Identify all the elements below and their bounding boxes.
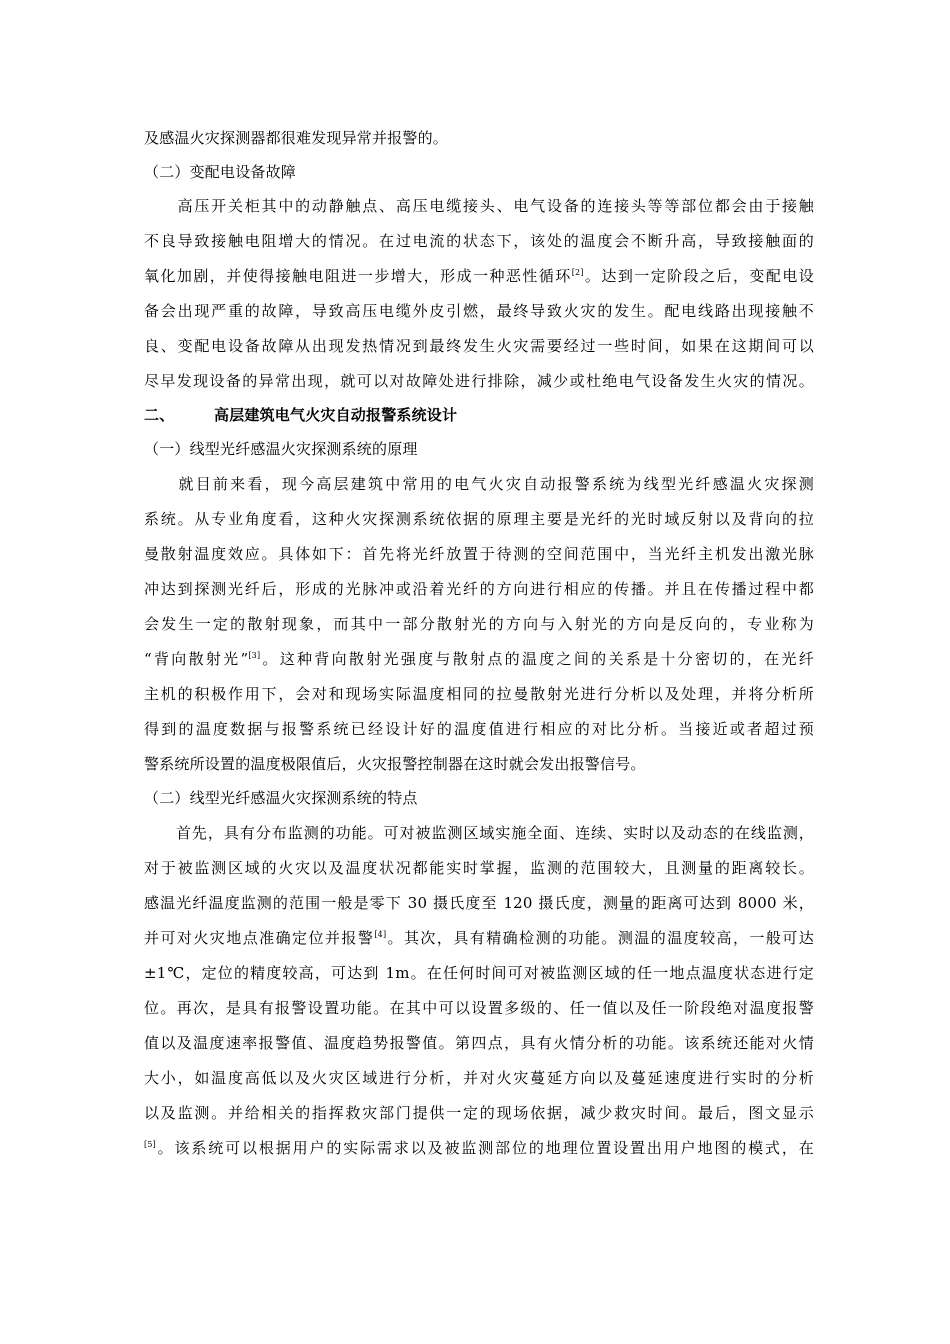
paragraph-line: 并可对火灾地点准确定位并报警[4]。其次，具有精确检测的功能。测温的温度较高，一般可达 bbox=[144, 929, 814, 947]
paragraph-line: 尽早发现设备的异常出现，就可以对故障处进行排除，减少或杜绝电气设备发生火灾的情况。 bbox=[144, 372, 814, 390]
paragraph-line: 及感温火灾探测器都很难发现异常并报警的。 bbox=[144, 129, 449, 147]
paragraph-line: 高压开关柜其中的动静触点、高压电缆接头、电气设备的连接头等等部位都会由于接触 bbox=[144, 197, 814, 215]
paragraph-line: 大小，如温度高低以及火灾区域进行分析，并对火灾蔓延方向以及蔓延速度进行实时的分析 bbox=[144, 1069, 814, 1087]
paragraph-line: ±1℃，定位的精度较高，可达到 1m。在任何时间可对被监测区域的任一地点温度状态进行定 bbox=[144, 964, 814, 982]
paragraph-line: 值以及温度速率报警值、温度趋势报警值。第四点，具有火情分析的功能。该系统还能对火情 bbox=[144, 1034, 814, 1052]
section-title: 高层建筑电气火灾自动报警系统设计 bbox=[214, 406, 458, 424]
citation-marker: [2] bbox=[571, 268, 584, 277]
paragraph-line: 感温光纤温度监测的范围一般是零下 30 摄氏度至 120 摄氏度，测量的距离可达到 8000 米， bbox=[144, 894, 814, 912]
section-subheading: （二）变配电设备故障 bbox=[144, 163, 297, 181]
paragraph-line: 位。再次，是具有报警设置功能。在其中可以设置多级的、任一值以及任一阶段绝对温度报警 bbox=[144, 999, 814, 1017]
section-subheading: （一）线型光纤感温火灾探测系统的原理 bbox=[144, 440, 418, 458]
paragraph-line: 备会出现严重的故障，导致高压电缆外皮引燃，最终导致火灾的发生。配电线路出现接触不 bbox=[144, 302, 814, 320]
citation-marker: [3] bbox=[248, 651, 261, 660]
text-run: 氧化加剧，并使得接触电阻进一步增大，形成一种恶性循环[2]。达到一定阶段之后，变配电设 bbox=[144, 267, 814, 285]
paragraph-line: 对于被监测区域的火灾以及温度状况都能实时掌握，监测的范围较大，且测量的距离较长。 bbox=[144, 859, 814, 877]
paragraph-line: 良、变配电设备故障从出现发热情况到最终发生火灾需要经过一些时间，如果在这期间可以 bbox=[144, 337, 814, 355]
paragraph-line: 警系统所设置的温度极限值后，火灾报警控制器在这时就会发出报警信号。 bbox=[144, 755, 646, 773]
section-subheading: （二）线型光纤感温火灾探测系统的特点 bbox=[144, 789, 418, 807]
paragraph-line: 不良导致接触电阻增大的情况。在过电流的状态下，该处的温度会不断升高，导致接触面的 bbox=[144, 232, 814, 250]
paragraph-line: 就目前来看，现今高层建筑中常用的电气火灾自动报警系统为线型光纤感温火灾探测 bbox=[144, 475, 814, 493]
paragraph-line: 首先，具有分布监测的功能。可对被监测区域实施全面、连续、实时以及动态的在线监测， bbox=[144, 824, 814, 842]
paragraph-line: 冲达到探测光纤后，形成的光脉冲或沿着光纤的方向进行相应的传播。并且在传播过程中都 bbox=[144, 580, 814, 598]
paragraph-line: 会发生一定的散射现象，而其中一部分散射光的方向与入射光的方向是反向的，专业称为 bbox=[144, 615, 814, 633]
citation-marker: [5] bbox=[144, 1140, 156, 1149]
paragraph-line: 系统。从专业角度看，这种火灾探测系统依据的原理主要是光纤的光时域反射以及背向的拉 bbox=[144, 510, 814, 528]
citation-marker: [4] bbox=[374, 930, 387, 939]
paragraph-line bbox=[144, 266, 814, 286]
section-number: 二、 bbox=[144, 406, 175, 424]
section-heading bbox=[144, 405, 814, 425]
paragraph-line: [5]。该系统可以根据用户的实际需求以及被监测部位的地理位置设置出用户地图的模式，在 bbox=[144, 1139, 814, 1157]
paragraph-line: 得到的温度数据与报警系统已经设计好的温度值进行相应的对比分析。当接近或者超过预 bbox=[144, 720, 814, 738]
paragraph-line: 曼散射温度效应。具体如下：首先将光纤放置于待测的空间范围中，当光纤主机发出激光脉 bbox=[144, 545, 814, 563]
paragraph-line: 以及监测。并给相关的指挥救灾部门提供一定的现场依据，减少救灾时间。最后，图文显示 bbox=[144, 1104, 814, 1122]
paragraph-line: “背向散射光”[3]。这种背向散射光强度与散射点的温度之间的关系是十分密切的，在光纤 bbox=[144, 650, 814, 668]
paragraph-line: 主机的积极作用下，会对和现场实际温度相同的拉曼散射光进行分析以及处理，并将分析所 bbox=[144, 685, 814, 703]
